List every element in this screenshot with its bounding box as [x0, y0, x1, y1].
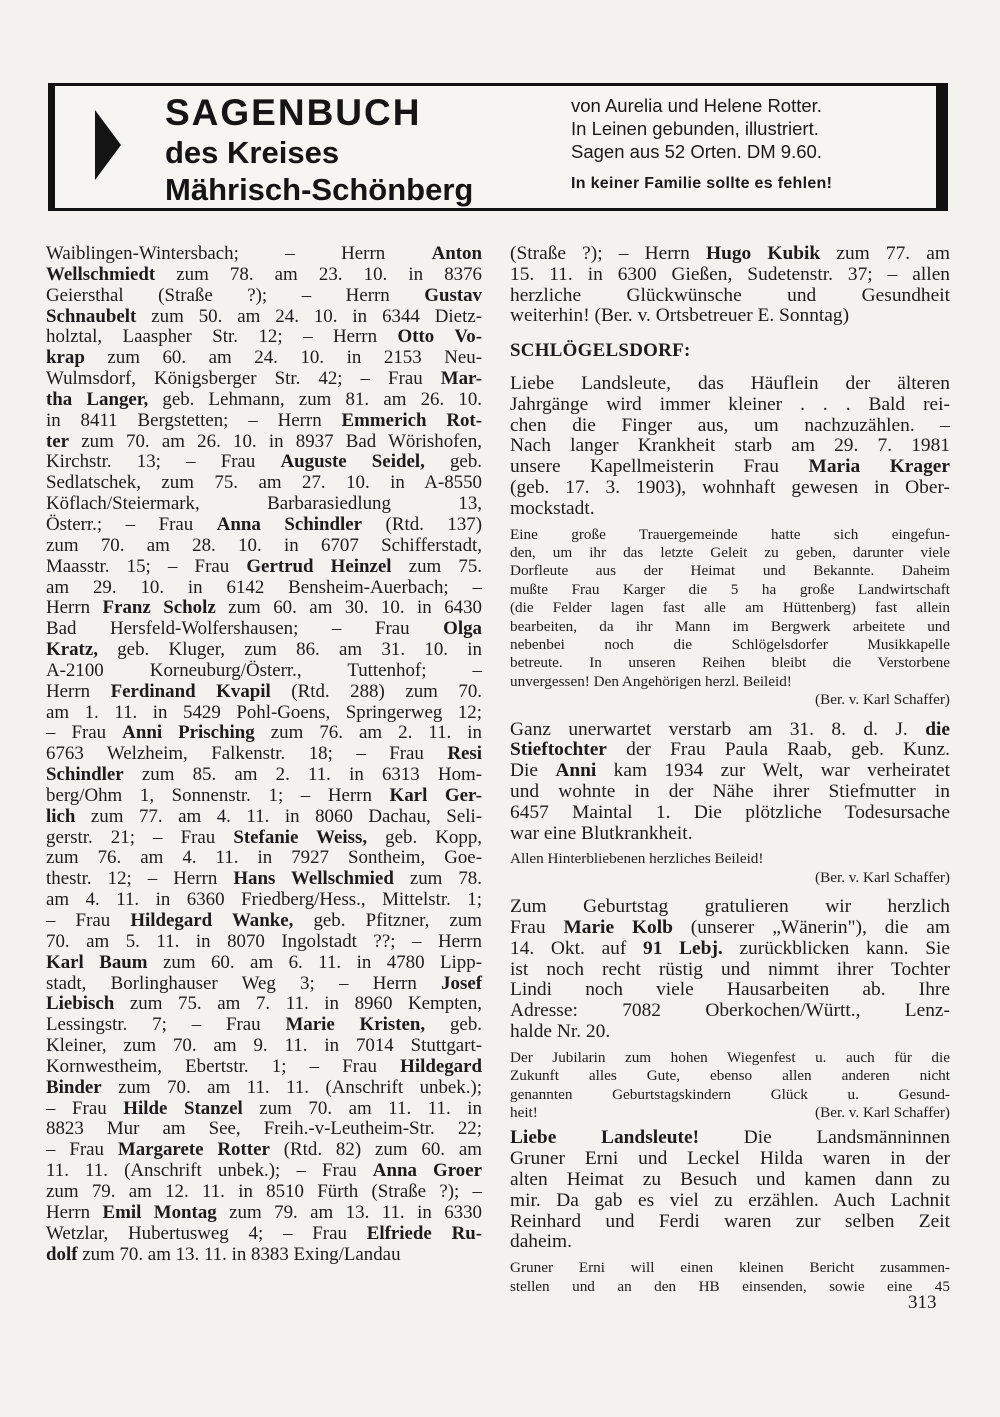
text-segment: holztal, Laaspher Str. 12; – Herrn [46, 326, 398, 348]
ad-info-line: In Leinen gebunden, illustriert. [571, 118, 819, 139]
text-segment: geb. Kopp, [367, 826, 482, 848]
text-segment: mir. Da gab es viel zu erzählen. Auch Lachnit [510, 1189, 950, 1211]
text-segment: kam 1934 zur Welt, war verheiratet [596, 760, 950, 782]
right-column [510, 244, 950, 1296]
ad-info-line: von Aurelia und Helene Rotter. [571, 95, 822, 116]
section-heading: SCHLÖGELSDORF: [510, 340, 691, 362]
text-line [46, 890, 482, 911]
text-line [510, 562, 950, 580]
ad-title [165, 88, 473, 205]
text-line [46, 1036, 482, 1057]
text-line [510, 374, 950, 395]
text-line [510, 1128, 950, 1149]
text-segment: zum 79. am 13. 11. in 6330 [216, 1201, 482, 1223]
visit-paragraph [510, 1128, 950, 1253]
text-segment: Lessingstr. 7; – Frau [46, 1014, 286, 1036]
text-segment: Lindi noch viele Hausarbeiten ab. Ihre [510, 979, 950, 1001]
ad-title-line: Mährisch-Schönberg [165, 172, 474, 207]
name-highlight: Stieftochter [510, 739, 607, 761]
text-segment: (Rtd. 82) zum 60. am [269, 1139, 482, 1161]
name-highlight: Gertrud Heinzel [246, 555, 392, 577]
name-highlight: Anna Schindler [216, 513, 363, 535]
text-segment: zum 85. am 2. 11. in 6313 Hom- [123, 764, 482, 786]
name-highlight: Franz Scholz [102, 597, 216, 619]
wishes-last-word: heit! [510, 1104, 538, 1122]
text-segment: 15. 11. in 6300 Gießen, Sudetenstr. 37; – allen [510, 263, 950, 285]
text-line [46, 411, 482, 432]
text-segment: zum 75. am 7. 11. in 8960 Kempten, [114, 993, 482, 1015]
ad-title-line: SAGENBUCH [165, 92, 422, 133]
ad-title-line: des Kreises [165, 135, 340, 170]
text-segment: Köflach/Steiermark, Barbarasiedlung 13, [46, 493, 482, 515]
text-segment: 11. 11. (Anschrift unbek.); – Frau [46, 1160, 373, 1182]
text-segment: zum 70. am 13. 11. in 8383 Exing/Landau [77, 1243, 401, 1265]
text-segment: A-2100 Korneuburg/Österr., Tuttenhof; – [46, 659, 482, 681]
name-highlight: Hugo Kubik [705, 243, 821, 264]
birthday-wishes [510, 1049, 950, 1104]
text-segment: der Frau Paula Raab, geb. Kunz. [606, 739, 950, 761]
text-line [46, 765, 482, 786]
text-line [510, 599, 950, 617]
text-segment: zum 79. am 12. 11. in 8510 Fürth (Straße ?); – [46, 1180, 482, 1202]
text-segment: Wulmsdorf, Königsberger Str. 42; – Frau [46, 368, 441, 390]
birthday-paragraph [510, 897, 950, 1043]
text-segment: zum 76. am 4. 11. in 7927 Sontheim, Goe- [46, 847, 482, 869]
name-highlight: Stefanie Weiss, [233, 826, 368, 848]
text-segment: daheim. [510, 1231, 572, 1253]
text-segment: mockstadt. [510, 497, 595, 519]
text-segment: zum 50. am 24. 10. in 6344 Dietz- [136, 305, 482, 327]
text-segment: thestr. 12; – Herrn [46, 868, 234, 890]
text-segment: zum 60. am 24. 10. in 2153 Neu- [84, 347, 482, 369]
text-segment: Die [510, 760, 556, 782]
wishes-last-line [510, 1104, 950, 1122]
text-segment: zum 77. am 4. 11. in 8060 Dachau, Seli- [75, 805, 482, 827]
text-segment: gerstr. 21; – Frau [46, 826, 234, 848]
name-highlight: Schnaubelt [46, 305, 137, 327]
text-segment: 70. am 5. 11. in 8070 Ingolstadt ??; – Herrn [46, 930, 482, 952]
text-line [46, 244, 482, 265]
text-segment: Gruner Erni und Leckel Hilda waren in der [510, 1148, 950, 1170]
text-line [46, 536, 482, 557]
text-line [510, 499, 950, 520]
text-line [510, 673, 950, 691]
text-segment: zum 70. am 11. 11. in [242, 1097, 482, 1119]
text-segment: geb. Kluger, zum 86. am 31. 10. in [97, 639, 482, 661]
text-segment: – Frau [46, 1097, 124, 1119]
text-line [510, 939, 950, 960]
text-segment: Eine große Trauergemeinde hatte sich eingefun- [510, 525, 950, 543]
name-highlight: Mar- [440, 368, 482, 390]
text-line [510, 416, 950, 437]
text-segment: Jahrgänge wird immer kleiner . . . Bald rei- [510, 393, 950, 415]
ad-info [571, 94, 832, 195]
text-segment: Wetzlar, Hubertusweg 4; – Frau [46, 1222, 367, 1244]
text-segment: den, um ihr das letzte Geleit zu geben, darunter viele [510, 544, 950, 562]
text-segment: Gruner Erni will einen kleinen Bericht zusammen- [510, 1259, 950, 1277]
name-highlight: Karl Baum [46, 951, 148, 973]
text-line [46, 807, 482, 828]
text-segment: in 8411 Bergstetten; – Herrn [46, 409, 342, 431]
text-line [510, 457, 950, 478]
name-highlight: Josef [441, 972, 482, 994]
text-line [46, 974, 482, 995]
text-line [46, 1224, 482, 1245]
text-segment: (die Felder lagen fast alle am Hüttenberg) fast allein [510, 599, 950, 617]
text-segment: Österr.; – Frau [46, 513, 217, 535]
text-segment: zurückblicken kann. Sie [722, 937, 950, 959]
text-segment: Herrn [46, 680, 111, 702]
text-line [46, 619, 482, 640]
page-number: 313 [908, 1292, 937, 1313]
text-line [46, 744, 482, 765]
ad-info-line: Sagen aus 52 Orten. DM 9.60. [571, 141, 822, 162]
name-highlight: Wellschmiedt [46, 263, 156, 285]
text-line [510, 803, 950, 824]
text-line [510, 897, 950, 918]
text-line [46, 578, 482, 599]
text-segment: am 4. 11. in 6360 Friedberg/Hess., Mittelstr. 1; [46, 889, 482, 911]
text-line [510, 654, 950, 672]
text-segment: zum 70. am 28. 10. in 6707 Schifferstadt, [46, 534, 482, 556]
triangle-arrow-icon [93, 110, 123, 180]
text-line [510, 618, 950, 636]
name-highlight: Schindler [46, 764, 124, 786]
text-segment: geb. Lehmann, zum 81. am 26. 10. [148, 388, 483, 410]
text-line [46, 286, 482, 307]
text-segment: zum 60. am 6. 11. in 4780 Lipp- [147, 951, 482, 973]
text-segment: war eine Blutkrankheit. [510, 822, 693, 844]
name-highlight: 91 Lebj. [643, 937, 723, 959]
birthday-list [46, 244, 482, 1265]
text-line [510, 1259, 950, 1277]
signature: (Ber. v. Karl Schaffer) [815, 691, 950, 709]
name-highlight: Hilde Stanzel [123, 1097, 243, 1119]
text-line [510, 740, 950, 761]
text-segment: Reinhard und Ferdi waren zur selben Zeit [510, 1210, 950, 1232]
text-line [510, 306, 950, 327]
text-segment: zum 60. am 30. 10. in 6430 [215, 597, 482, 619]
text-segment: zum 70. am 11. 11. (Anschrift unbek.); [101, 1076, 482, 1098]
text-segment: unvergessen! Den Angehörigen herzl. Beileid! [510, 672, 792, 690]
name-highlight: tha Langer, [46, 388, 149, 410]
name-highlight: Otto Vo- [397, 326, 482, 348]
text-line [46, 1203, 482, 1224]
text-line [46, 1119, 482, 1140]
text-segment: geb. Pfitzner, zum [293, 910, 482, 931]
text-segment: Die Landsmänninnen [699, 1127, 950, 1149]
text-segment: – Frau [46, 910, 131, 931]
text-line [510, 720, 950, 741]
text-segment: mußte Frau Karger die 5 ha große Landwirtschaft [510, 580, 950, 598]
obituary-detail [510, 526, 950, 692]
name-highlight: Binder [46, 1076, 102, 1098]
text-segment: ist noch recht rüstig und nimmt ihrer Tochter [510, 958, 950, 980]
name-highlight: ter [46, 430, 70, 452]
text-segment: 14. Okt. auf [510, 937, 644, 959]
name-highlight: Olga [443, 618, 482, 640]
text-segment: Adresse: 7082 Oberkochen/Württ., Lenz- [510, 1000, 950, 1022]
text-line [46, 390, 482, 411]
name-highlight: Margarete Rotter [117, 1139, 270, 1161]
text-line [46, 723, 482, 744]
text-segment: (Rtd. 137) [362, 513, 482, 535]
text-segment: Kleiner, zum 70. am 9. 11. in 7014 Stuttgart- [46, 1035, 482, 1057]
text-segment: chen die Finger aus, um nachzuzählen. – [510, 414, 950, 436]
text-segment: weiterhin! (Ber. v. Ortsbetreuer E. Sonntag) [510, 305, 850, 327]
text-segment: und wohnte in der Nähe ihrer Stiefmutter in [510, 781, 950, 803]
text-line [46, 640, 482, 661]
text-segment: geb. [425, 1014, 482, 1036]
text-segment: Geiersthal (Straße ?); – Herrn [46, 284, 425, 306]
text-segment: Der Jubilarin zum hohen Wiegenfest u. auch für die [510, 1048, 950, 1066]
text-segment: (Rtd. 288) zum 70. [270, 680, 482, 702]
text-segment: Dorfleute aus der Heimat und Bekannte. Daheim [510, 562, 950, 580]
text-segment: am 1. 11. in 5429 Pohl-Goens, Springerweg 12; [46, 701, 482, 723]
text-line [46, 1140, 482, 1161]
text-segment: (Straße ?); – Herrn [510, 243, 706, 264]
advertisement-box [48, 83, 948, 211]
text-line [46, 953, 482, 974]
text-segment: Zum Geburtstag gratulieren wir herzlich [510, 896, 950, 918]
name-highlight: Emil Montag [102, 1201, 217, 1223]
text-line [46, 1078, 482, 1099]
text-line [510, 436, 950, 457]
text-segment: zum 70. am 26. 10. in 8937 Bad Wörishofen, [69, 430, 482, 452]
text-line [46, 1057, 482, 1078]
text-line [46, 515, 482, 536]
obituary-paragraph [510, 374, 950, 520]
text-line [510, 1232, 950, 1253]
text-line [510, 1149, 950, 1170]
text-line [46, 598, 482, 619]
text-line [46, 932, 482, 953]
text-segment: – Frau [46, 1139, 118, 1161]
text-line [510, 918, 950, 939]
text-line [46, 661, 482, 682]
text-line [510, 581, 950, 599]
text-line [46, 1161, 482, 1182]
name-highlight: Hildegard Wanke, [130, 910, 294, 931]
name-highlight: Karl Ger- [389, 784, 482, 806]
text-line [510, 1001, 950, 1022]
condolence-line: Allen Hinterbliebenen herzliches Beileid! [510, 850, 764, 868]
text-line [46, 869, 482, 890]
text-line [46, 348, 482, 369]
text-segment: (unserer „Wänerin"), die am [672, 917, 950, 939]
text-segment: Zukunft alles Gute, ebenso allen anderen nicht [510, 1067, 950, 1085]
text-line [46, 265, 482, 286]
text-line [46, 703, 482, 724]
text-segment: halde Nr. 20. [510, 1021, 611, 1043]
name-highlight: Elfriede Ru- [366, 1222, 483, 1244]
name-highlight: Hildegard [400, 1055, 482, 1077]
intro-paragraph [510, 244, 950, 327]
text-segment: stellen und an den HB einsenden, sowie eine 45 [510, 1277, 950, 1295]
text-segment: 6763 Welzheim, Falkenstr. 18; – Frau [46, 743, 448, 765]
name-highlight: Liebe Landsleute! [510, 1127, 700, 1149]
text-segment: unsere Kapellmeisterin Frau [510, 456, 809, 478]
text-line [46, 682, 482, 703]
text-line [46, 327, 482, 348]
text-segment: Ganz unerwartet verstarb am 31. 8. d. J. [510, 718, 926, 740]
text-segment: bearbeiten, da ihr Mann im Bergwerk arbeitete und [510, 617, 950, 635]
name-highlight: lich [46, 805, 76, 827]
text-segment: Maasstr. 15; – Frau [46, 555, 247, 577]
text-segment: zum 77. am [820, 243, 950, 264]
text-segment: zum 78. am 23. 10. in 8376 [155, 263, 482, 285]
name-highlight: Anton [431, 243, 482, 264]
text-line [46, 494, 482, 515]
text-line [46, 828, 482, 849]
name-highlight: Gustav [424, 284, 482, 306]
text-line [46, 452, 482, 473]
text-segment: Kirchstr. 13; – Frau [46, 451, 281, 473]
text-line [510, 286, 950, 307]
text-line [510, 1170, 950, 1191]
text-line [46, 848, 482, 869]
ad-slogan: In keiner Familie sollte es fehlen! [571, 175, 833, 192]
text-line [510, 526, 950, 544]
text-segment: am 29. 10. in 6142 Bensheim-Auerbach; – [46, 576, 482, 598]
text-line [510, 1212, 950, 1233]
text-segment: zum 76. am 2. 11. in [254, 722, 482, 744]
text-line [46, 473, 482, 494]
visit-detail [510, 1259, 950, 1296]
text-segment: zum 75. [391, 555, 482, 577]
text-segment: Liebe Landsleute, das Häuflein der älteren [510, 373, 950, 395]
name-highlight: Resi [447, 743, 482, 765]
text-segment: genannten Geburtstagskindern Glück u. Gesund- [510, 1085, 950, 1103]
signature: (Ber. v. Karl Schaffer) [815, 868, 950, 886]
text-segment: geb. [424, 451, 482, 473]
text-line [510, 265, 950, 286]
left-column [46, 244, 482, 1265]
text-segment: Herrn [46, 597, 103, 619]
text-line [510, 960, 950, 981]
text-line [510, 544, 950, 562]
name-highlight: dolf [46, 1243, 78, 1265]
text-segment: – Frau [46, 722, 123, 744]
name-highlight: die [925, 718, 950, 740]
name-highlight: krap [46, 347, 85, 369]
text-segment: 6457 Maintal 1. Die plötzliche Todesursache [510, 801, 950, 823]
text-line [46, 1245, 482, 1266]
text-line [46, 786, 482, 807]
text-line [510, 782, 950, 803]
text-line [510, 1049, 950, 1067]
text-segment: Frau [510, 917, 564, 939]
name-highlight: Emmerich Rot- [341, 409, 483, 431]
text-segment: (geb. 17. 3. 1903), wohnhaft gewesen in Ober- [510, 477, 950, 499]
name-highlight: Ferdinand Kvapil [110, 680, 271, 702]
text-line [46, 1015, 482, 1036]
name-highlight: Marie Kristen, [285, 1014, 426, 1036]
name-highlight: Anni Prisching [122, 722, 255, 744]
text-line [510, 1022, 950, 1043]
text-line [510, 824, 950, 845]
name-highlight: Liebisch [46, 993, 115, 1015]
text-line [46, 1182, 482, 1203]
text-line [510, 1067, 950, 1085]
text-segment: Bad Hersfeld-Wolfershausen; – Frau [46, 618, 444, 640]
text-line [46, 369, 482, 390]
text-line [46, 911, 482, 932]
name-highlight: Kratz, [46, 639, 98, 661]
text-segment: alten Heimat zu Besuch und kamen dann zu [510, 1169, 950, 1191]
text-segment: 8823 Mur am See, Freih.-v-Leutheim-Str. 22; [46, 1118, 482, 1140]
name-highlight: Auguste Seidel, [280, 451, 425, 473]
text-line [510, 1191, 950, 1212]
text-line [46, 557, 482, 578]
text-line [46, 994, 482, 1015]
text-segment: zum 78. [393, 868, 482, 890]
obituary-paragraph-2 [510, 720, 950, 845]
name-highlight: Anni [555, 760, 597, 782]
text-line [510, 761, 950, 782]
name-highlight: Maria Krager [808, 456, 950, 478]
text-segment: nebenbei noch die Schlögelsdorfer Musikkapelle [510, 636, 950, 654]
text-segment: Sedlatschek, zum 75. am 27. 10. in A-8550 [46, 472, 482, 494]
text-line [46, 432, 482, 453]
text-line [46, 1099, 482, 1120]
text-line [510, 478, 950, 499]
text-segment: berg/Ohm 1, Sonnenstr. 1; – Herrn [46, 784, 390, 806]
text-line [510, 395, 950, 416]
text-segment: Herrn [46, 1201, 103, 1223]
text-line [510, 980, 950, 1001]
text-segment: Nach langer Krankheit starb am 29. 7. 1981 [510, 435, 950, 457]
text-line [510, 244, 950, 265]
text-segment: herzliche Glückwünsche und Gesundheit [510, 284, 950, 306]
text-line [510, 1086, 950, 1104]
text-segment: betreute. In unseren Reihen bleibt die Verstorbene [510, 654, 950, 672]
signature: (Ber. v. Karl Schaffer) [815, 1104, 950, 1122]
text-line [510, 636, 950, 654]
text-line [510, 1278, 950, 1296]
name-highlight: Hans Wellschmied [233, 868, 394, 890]
name-highlight: Marie Kolb [563, 917, 673, 939]
text-segment: Kornwestheim, Ebertstr. 1; – Frau [46, 1055, 401, 1077]
text-line [46, 307, 482, 328]
text-segment: stadt, Borlinghauser Weg 3; – Herrn [46, 972, 442, 994]
name-highlight: Anna Groer [372, 1160, 482, 1182]
text-segment: Waiblingen-Wintersbach; – Herrn [46, 243, 432, 264]
